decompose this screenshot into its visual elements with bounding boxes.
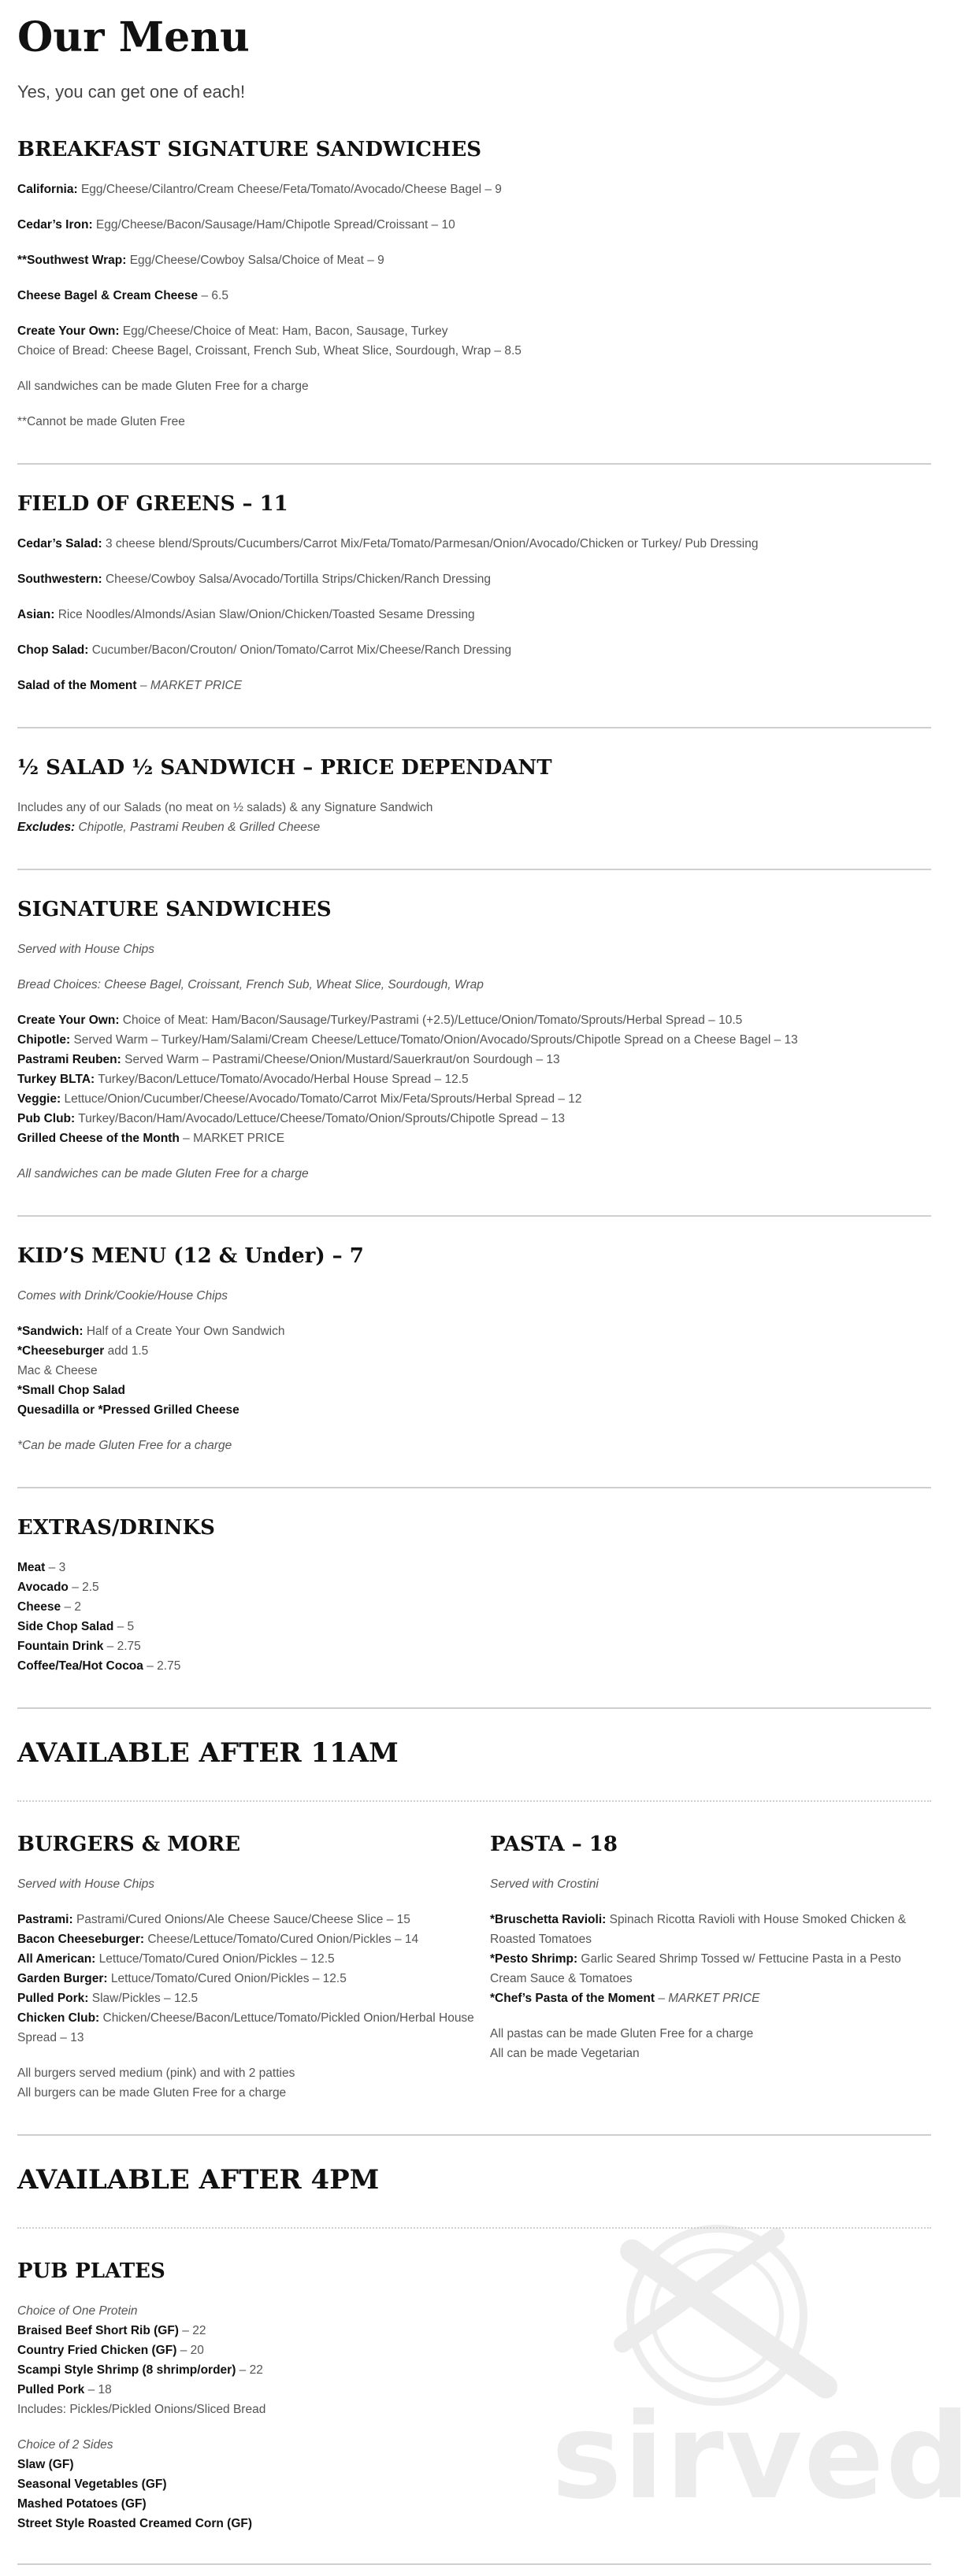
section-heading-pub-plates: PUB PLATES — [17, 2259, 165, 2283]
menu-item — [17, 1617, 931, 1636]
item-desc: Chicken/Cheese/Bacon/Lettuce/Tomato/Pickled Onion/Herbal House Spread – 13 — [17, 2011, 474, 2044]
pasta-note: All pastas can be made Gluten Free for a charge — [490, 2027, 754, 2040]
section-heading-breakfast: BREAKFAST SIGNATURE SANDWICHES — [17, 138, 482, 161]
item-name: Grilled Cheese of the Month — [17, 1132, 180, 1145]
item-desc: Egg/Cheese/Cowboy Salsa/Choice of Meat – 9 — [129, 254, 384, 267]
item-name: Southwestern: — [17, 573, 102, 586]
menu-item — [17, 1069, 931, 1089]
menu-item — [17, 1577, 931, 1597]
served-with: Served with House Chips — [17, 943, 155, 956]
item-name: Meat — [17, 1561, 46, 1574]
item-price: – 2 — [64, 1600, 82, 1614]
item-name: *Chef’s Pasta of the Moment — [490, 1992, 655, 2005]
menu-item — [17, 215, 931, 235]
item-price: – 2.5 — [72, 1581, 99, 1594]
section-heading-extras: EXTRAS/DRINKS — [17, 1516, 215, 1540]
item-name: *Bruschetta Ravioli: — [490, 1913, 607, 1926]
item-desc: Lettuce/Tomato/Cured Onion/Pickles – 12.5 — [110, 1972, 347, 1985]
menu-item — [17, 1597, 931, 1617]
menu-item — [17, 1321, 931, 1341]
menu-item — [17, 640, 931, 660]
menu-item — [490, 1910, 931, 1949]
menu-item — [17, 1089, 931, 1109]
section-heading-signature: SIGNATURE SANDWICHES — [17, 898, 332, 921]
section-heading-after-11am: AVAILABLE AFTER 11AM — [17, 1737, 399, 1769]
menu-item — [17, 2008, 490, 2048]
item-name: *Pesto Shrimp: — [490, 1952, 578, 1966]
page-subtitle: Yes, you can get one of each! — [17, 82, 246, 102]
menu-item — [17, 1341, 931, 1361]
item-name: *Small Chop Salad — [17, 1384, 125, 1397]
menu-item — [17, 250, 931, 270]
item-name: Chipotle: — [17, 1033, 71, 1047]
item-name: **Southwest Wrap: — [17, 254, 127, 267]
item-name: Veggie: — [17, 1092, 61, 1106]
menu-item — [17, 1050, 931, 1069]
half-excludes — [17, 817, 931, 837]
item-price: – 2.75 — [106, 1640, 141, 1653]
item-desc: – 6.5 — [201, 289, 228, 302]
item-name: Side Chop Salad — [17, 1620, 114, 1633]
menu-item — [17, 1030, 931, 1050]
menu-item — [17, 1109, 931, 1129]
menu-item — [17, 1949, 490, 1969]
menu-item — [17, 1129, 931, 1148]
item-desc: Lettuce/Tomato/Cured Onion/Pickles – 12.5 — [98, 1952, 335, 1966]
includes-line: Includes: Pickles/Pickled Onions/Sliced Bread — [17, 2403, 266, 2416]
menu-item — [17, 605, 931, 625]
item-price: – 18 — [87, 2383, 112, 2396]
menu-item — [17, 569, 931, 589]
menu-item — [17, 1969, 490, 1989]
item-desc: Egg/Cheese/Cilantro/Cream Cheese/Feta/Tomato/Avocado/Cheese Bagel – 9 — [80, 183, 502, 196]
item-name: Braised Beef Short Rib (GF) — [17, 2324, 179, 2337]
item-name: *Sandwich: — [17, 1325, 84, 1338]
excludes-label: Excludes: — [17, 821, 76, 834]
item-price: – 22 — [182, 2324, 206, 2337]
item-name: All American: — [17, 1952, 96, 1966]
item-name: Cheese — [17, 1600, 61, 1614]
item-desc: Cucumber/Bacon/Crouton/ Onion/Tomato/Carrot Mix/Cheese/Ranch Dressing — [91, 643, 512, 657]
kids-subtitle: Comes with Drink/Cookie/House Chips — [17, 1289, 228, 1303]
gluten-note: *Can be made Gluten Free for a charge — [17, 1439, 232, 1452]
item-name: Seasonal Vegetables (GF) — [17, 2478, 167, 2491]
item-name: Quesadilla or *Pressed Grilled Cheese — [17, 1403, 239, 1417]
item-name: California: — [17, 183, 78, 196]
sides-label: Choice of 2 Sides — [17, 2438, 113, 2452]
item-desc: Cheese/Lettuce/Tomato/Cured Onion/Pickles – 14 — [147, 1933, 419, 1946]
item-name: Country Fried Chicken (GF) — [17, 2344, 177, 2357]
item-desc: Turkey/Bacon/Lettuce/Tomato/Avocado/Herbal House Spread – 12.5 — [98, 1073, 469, 1086]
menu-item — [17, 2321, 931, 2341]
watermark-text: sirved — [551, 2389, 972, 2526]
section-heading-greens: FIELD OF GREENS – 11 — [17, 492, 288, 516]
half-description: Includes any of our Salads (no meat on ½ salads) & any Signature Sandwich — [17, 801, 433, 814]
item-name: *Cheeseburger — [17, 1344, 105, 1358]
item-desc: Egg/Cheese/Choice of Meat: Ham, Bacon, Sausage, Turkey — [122, 324, 448, 338]
gluten-note: All sandwiches can be made Gluten Free for a charge — [17, 380, 309, 393]
menu-item — [17, 1989, 490, 2008]
served-with: Served with Crostini — [490, 1877, 599, 1891]
menu-item — [17, 676, 931, 695]
menu-item — [17, 2360, 931, 2380]
menu-item — [17, 1381, 931, 1400]
item-name: Chop Salad: — [17, 643, 89, 657]
item-name: Chicken Club: — [17, 2011, 100, 2025]
item-price: – MARKET PRICE — [658, 1992, 760, 2005]
item-price: – 22 — [239, 2363, 263, 2377]
section-divider — [17, 2563, 931, 2565]
protein-label: Choice of One Protein — [17, 2304, 138, 2318]
item-name: Asian: — [17, 608, 55, 621]
menu-item — [17, 534, 931, 554]
item-name: Slaw (GF) — [17, 2458, 74, 2471]
item-name: Pulled Pork: — [17, 1992, 89, 2005]
item-price: – 20 — [180, 2344, 204, 2357]
menu-item — [17, 1910, 490, 1929]
item-name: Pastrami: — [17, 1913, 73, 1926]
item-name: Pub Club: — [17, 1112, 76, 1125]
item-price: – 2.75 — [147, 1659, 181, 1673]
menu-item — [490, 1949, 931, 1989]
item-name: Avocado — [17, 1581, 69, 1594]
menu-item — [490, 1989, 931, 2008]
gluten-note: **Cannot be made Gluten Free — [17, 415, 185, 428]
menu-item — [17, 1656, 931, 1676]
item-desc: Turkey/Bacon/Ham/Avocado/Lettuce/Cheese/Tomato/Onion/Sprouts/Chipotle Spread – 13 — [78, 1112, 565, 1125]
item-desc: Cheese/Cowboy Salsa/Avocado/Tortilla Strips/Chicken/Ranch Dressing — [105, 573, 492, 586]
item-name: Coffee/Tea/Hot Cocoa — [17, 1659, 143, 1673]
item-desc: Half of a Create Your Own Sandwich — [86, 1325, 285, 1338]
pasta-column — [490, 1832, 931, 2103]
pasta-note: All can be made Vegetarian — [490, 2047, 640, 2060]
item-name: Fountain Drink — [17, 1640, 104, 1653]
item-name: Create Your Own: — [17, 324, 120, 338]
item-price: – 3 — [48, 1561, 66, 1574]
item-name: Bacon Cheeseburger: — [17, 1933, 145, 1946]
menu-item — [17, 286, 931, 306]
menu-item — [17, 1558, 931, 1577]
after-11am-columns — [17, 1832, 931, 2103]
section-heading-kids: KID’S MENU (12 & Under) – 7 — [17, 1244, 364, 1268]
side-item — [17, 2514, 931, 2533]
burger-note: All burgers can be made Gluten Free for a charge — [17, 2086, 287, 2100]
item-price: – MARKET PRICE — [139, 679, 243, 692]
item-price: – 5 — [117, 1620, 135, 1633]
item-desc: Served Warm – Turkey/Ham/Salami/Cream Cheese/Lettuce/Tomato/Onion/Avocado/Sprouts/Chipotle Spread on a Cheese Bagel – 13 — [73, 1033, 798, 1047]
section-heading-pasta: PASTA – 18 — [490, 1833, 618, 1856]
bread-choices: Bread Choices: Cheese Bagel, Croissant, French Sub, Wheat Slice, Sourdough, Wrap — [17, 978, 484, 991]
gluten-note: All sandwiches can be made Gluten Free for a charge — [17, 1167, 309, 1181]
item-desc: Slaw/Pickles – 12.5 — [91, 1992, 199, 2005]
menu-item — [17, 1400, 931, 1420]
excludes-text: Chipotle, Pastrami Reuben & Grilled Cheese — [78, 821, 321, 834]
menu-item — [17, 1010, 931, 1030]
item-name: Cedar’s Salad: — [17, 537, 102, 550]
burger-note: All burgers served medium (pink) and with 2 patties — [17, 2066, 295, 2080]
item-name: Pulled Pork — [17, 2383, 85, 2396]
menu-item: Mac & Cheese — [17, 1364, 98, 1377]
item-desc: Rice Noodles/Almonds/Asian Slaw/Onion/Chicken/Toasted Sesame Dressing — [58, 608, 475, 621]
bread-choice-line: Choice of Bread: Cheese Bagel, Croissant, French Sub, Wheat Slice, Sourdough, Wrap – 8.5 — [17, 344, 522, 358]
item-name: Mashed Potatoes (GF) — [17, 2497, 147, 2511]
item-desc: Spinach Ricotta Ravioli with House Smoked Chicken & Roasted Tomatoes — [490, 1913, 907, 1946]
section-heading-after-4pm: AVAILABLE AFTER 4PM — [17, 2164, 380, 2196]
item-name: Turkey BLTA: — [17, 1073, 95, 1086]
menu-item — [17, 180, 931, 199]
item-desc: Served Warm – Pastrami/Cheese/Onion/Mustard/Sauerkraut/on Sourdough – 13 — [124, 1053, 560, 1066]
section-heading-half: ½ SALAD ½ SANDWICH – PRICE DEPENDANT — [17, 756, 552, 780]
item-desc: Lettuce/Onion/Cucumber/Cheese/Avocado/Tomato/Carrot Mix/Feta/Sprouts/Herbal Spread – 12 — [64, 1092, 582, 1106]
section-heading-burgers: BURGERS & MORE — [17, 1833, 241, 1856]
side-item — [17, 2494, 931, 2514]
menu-page — [17, 0, 931, 2565]
side-item — [17, 2474, 931, 2494]
item-desc: 3 cheese blend/Sprouts/Cucumbers/Carrot Mix/Feta/Tomato/Parmesan/Onion/Avocado/Chicken or Turkey/ Pub Dressing — [106, 537, 759, 550]
item-name: Street Style Roasted Creamed Corn (GF) — [17, 2517, 253, 2530]
item-name: Salad of the Moment — [17, 679, 137, 692]
served-with: Served with House Chips — [17, 1877, 155, 1891]
menu-item — [17, 1929, 490, 1949]
page-title: Our Menu — [17, 13, 250, 61]
item-name: Pastrami Reuben: — [17, 1053, 121, 1066]
item-desc: – MARKET PRICE — [183, 1132, 285, 1145]
item-desc: Pastrami/Cured Onions/Ale Cheese Sauce/Cheese Slice – 15 — [76, 1913, 410, 1926]
item-name: Create Your Own: — [17, 1014, 120, 1027]
item-desc: Egg/Cheese/Bacon/Sausage/Ham/Chipotle Spread/Croissant – 10 — [95, 218, 455, 232]
item-name: Garden Burger: — [17, 1972, 108, 1985]
menu-item — [17, 2380, 931, 2400]
menu-item — [17, 1636, 931, 1656]
menu-item — [17, 2341, 931, 2360]
item-name: Cheese Bagel & Cream Cheese — [17, 289, 199, 302]
menu-item — [17, 321, 931, 341]
item-desc: Garlic Seared Shrimp Tossed w/ Fettucine Pasta in a Pesto Cream Sauce & Tomatoes — [490, 1952, 901, 1985]
side-item — [17, 2455, 931, 2474]
item-name: Cedar’s Iron: — [17, 218, 93, 232]
item-desc: add 1.5 — [107, 1344, 149, 1358]
item-name: Scampi Style Shrimp (8 shrimp/order) — [17, 2363, 236, 2377]
burgers-column — [17, 1832, 490, 2103]
item-desc: Choice of Meat: Ham/Bacon/Sausage/Turkey/Pastrami (+2.5)/Lettuce/Onion/Tomato/Sprouts/Herbal Spread – 10.5 — [122, 1014, 743, 1027]
